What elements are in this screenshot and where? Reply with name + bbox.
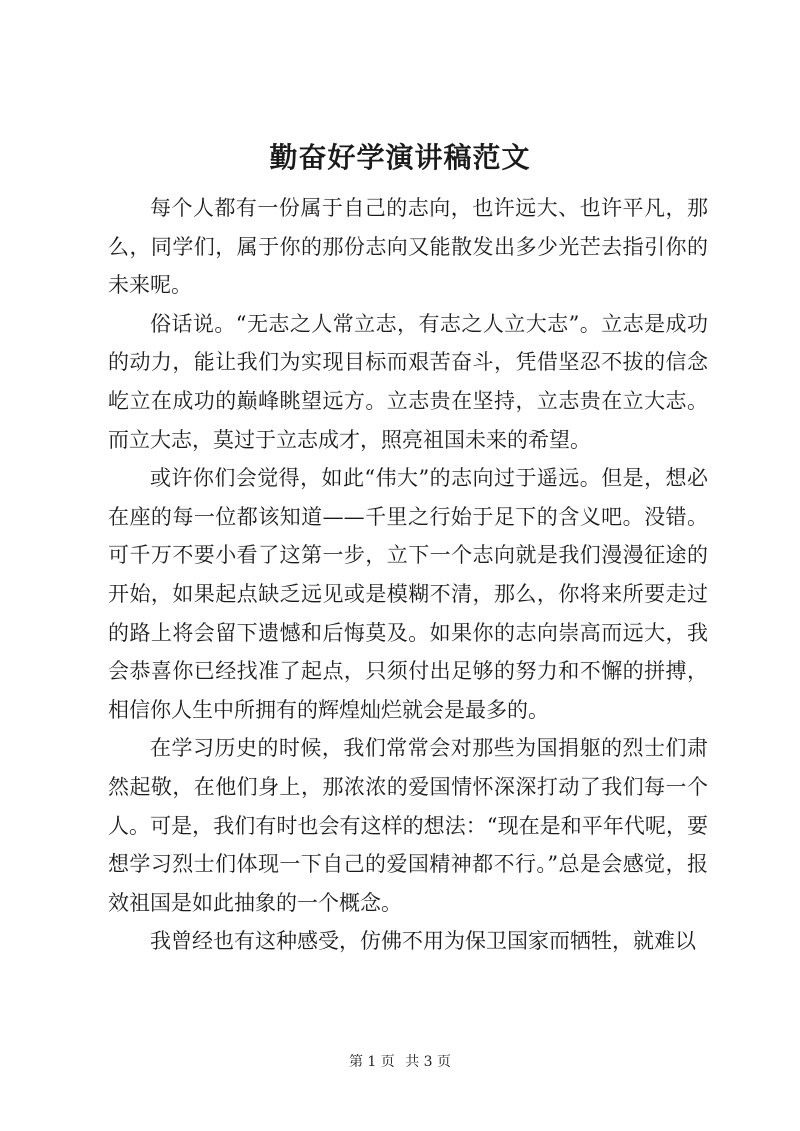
document-body	[108, 189, 708, 961]
page-number: 第 1 页	[348, 1054, 395, 1070]
page-footer	[0, 1052, 800, 1072]
paragraph: 我曾经也有这种感受，仿佛不用为保卫国家而牺牲，就难以	[150, 929, 696, 954]
page-total: 共 3 页	[405, 1054, 452, 1070]
paragraph: 每个人都有一份属于自己的志向，也许远大、也许平凡，那么，同学们，属于你的那份志向又能散发出多少光芒去指引你的未来呢。	[108, 196, 708, 298]
document-title: 勤奋好学演讲稿范文	[269, 141, 531, 174]
paragraph: 或许你们会觉得，如此“伟大”的志向过于遥远。但是，想必在座的每一位都该知道——千里之行始于足下的含义吧。没错。可千万不要小看了这第一步，立下一个志向就是我们漫漫征途的开始，如果起点缺乏远见或是模糊不清，那么，你将来所要走过的路上将会留下遗憾和后悔莫及。如果你的志向崇高而远大，我会恭喜你已经找准了起点，只须付出足够的努力和不懈的拼搏，相信你人生中所拥有的辉煌灿烂就会是最多的。	[108, 466, 708, 722]
paragraph: 在学习历史的时候，我们常常会对那些为国捐躯的烈士们肃然起敬，在他们身上，那浓浓的爱国情怀深深打动了我们每一个人。可是，我们有时也会有这样的想法：“现在是和平年代呢，要想学习烈士们体现一下自己的爱国精神都不行。”总是会感觉，报效祖国是如此抽象的一个概念。	[108, 736, 708, 915]
paragraph: 俗话说。“无志之人常立志，有志之人立大志”。立志是成功的动力，能让我们为实现目标而艰苦奋斗，凭借坚忍不拔的信念屹立在成功的巅峰眺望远方。立志贵在坚持，立志贵在立大志。而立大志，莫过于立志成才，照亮祖国未来的希望。	[108, 311, 708, 452]
